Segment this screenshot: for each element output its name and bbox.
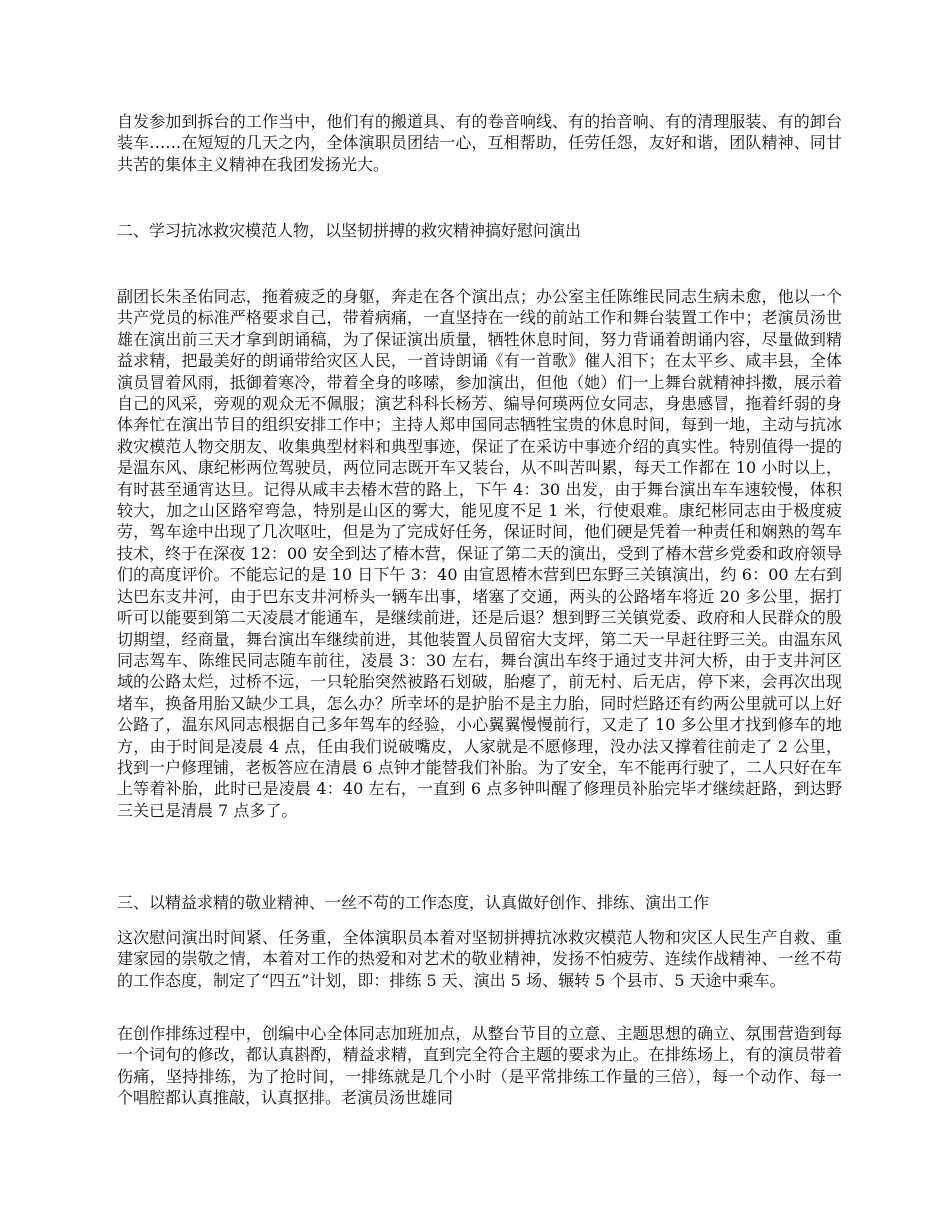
paragraph-teamwork: 自发参加到拆台的工作当中，他们有的搬道具、有的卷音响线、有的抬音响、有的清理服装、有的卸台装车……在短短的几天之内，全体演职员团结一心，互相帮助，任劳任怨，友好和谐，团队精神、同甘共苦的集体主义精神在我团发扬光大。 xyxy=(117,112,842,174)
paragraph-plan: 这次慰问演出时间紧、任务重，全体演职员本着对坚韧拼搏抗冰救灾模范人物和灾区人民生产自救、重建家园的崇敬之情，本着对工作的热爱和对艺术的敬业精神，发扬不怕疲劳、连续作战精神、一丝不苟的工作态度，制定了“四五”计划，即：排练 5 天、演出 5 场、辗转 5 个县市、5 天途中乘车。 xyxy=(117,928,842,990)
paragraph-relief-spirit: 副团长朱圣佑同志，拖着疲乏的身躯，奔走在各个演出点；办公室主任陈维民同志生病未愈，他以一个共产党员的标准严格要求自己，带着病痛，一直坚持在一线的前站工作和舞台装置工作中；老演员汤世雄在演出前三天才拿到朗诵稿，为了保证演出质量，牺牲休息时间，努力背诵着朗诵内容，尽量做到精益求精，把最美好的朗诵带给灾区人民，一首诗朗诵《有一首歌》催人泪下；在太平乡、咸丰县，全体演员冒着风雨，抵御着寒冷，带着全身的哆嗦，参加演出，但他（她）们一上舞台就精神抖擞，展示着自己的风采，旁观的观众无不佩服；演艺科科长杨芳、编导何瑛两位女同志，身患感冒，拖着纤弱的身体奔忙在演出节目的组织安排工作中；主持人郑申国同志牺牲宝贵的休息时间，每到一地，主动与抗冰救灾模范人物交朋友、收集典型材料和典型事迹，保证了在采访中事迹介绍的真实性。特别值得一提的是温东风、康纪彬两位驾驶员，两位同志既开车又装台，从不叫苦叫累，每天工作都在 10 小时以上，有时甚至通宵达旦。记得从咸丰去椿木营的路上，下午 4：30 出发，由于舞台演出车车速较慢，体积较大，加之山区路窄弯急，特别是山区的雾大，能见度不足 1 米，行使艰难。康纪彬同志由于极度疲劳，驾车途中出现了几次呕吐，但是为了完成好任务，保证时间，他们硬是凭着一种责任和娴熟的驾车技术，终于在深夜 12：00 安全到达了椿木营，保证了第二天的演出，受到了椿木营乡党委和政府领导们的高度评价。不能忘记的是 10 日下午 3：40 由宣恩椿木营到巴东野三关镇演出，约 6：00 左右到达巴东支井河，由于巴东支井河桥头一辆车出事，堵塞了交通，两头的公路堵车将近 20 多公里，据打听可以能要到第二天凌晨才能通车，是继续前进，还是后退？想到野三关镇党委、政府和人民群众的殷切期望，经商量，舞台演出车继续前进，其他装置人员留宿大支坪，第二天一早赶往野三关。由温东风同志驾车、陈维民同志随车前往，凌晨 3：30 左右，舞台演出车终于通过支井河大桥，由于支井河区域的公路太烂，过桥不远，一只轮胎突然被路石划破，胎瘪了，前无村、后无店，停下来，会再次出现堵车，换备用胎又缺少工具，怎么办？所幸坏的是护胎不是主力胎，同时烂路还有约两公里就可以上好公路了，温东风同志根据自己多年驾车的经验，小心翼翼慢慢前行，又走了 10 多公里才找到修车的地方，由于时间是凌晨 4 点，任由我们说破嘴皮，人家就是不愿修理，没办法又撑着往前走了 2 公里，找到一户修理铺，老板答应在清晨 6 点钟才能替我们补胎。为了安全，车不能再行驶了，二人只好在车上等着补胎，此时已是凌晨 4：40 左右，一直到 6 点多钟叫醒了修理员补胎完毕才继续赶路，到达野三关已是清晨 7 点多了。 xyxy=(117,287,842,820)
section-heading-3: 三、以精益求精的敬业精神、一丝不苟的工作态度，认真做好创作、排练、演出工作 xyxy=(117,893,710,912)
section-heading-2: 二、学习抗冰救灾模范人物，以坚韧拼搏的救灾精神搞好慰问演出 xyxy=(117,221,582,240)
paragraph-rehearsal: 在创作排练过程中，创编中心全体同志加班加点，从整台节目的立意、主题思想的确立、氛围营造到每一个词句的修改，都认真斟酌，精益求精，直到完全符合主题的要求为止。在排练场上，有的演员带着伤痛，坚持排练，为了抢时间，一排练就是几个小时（是平常排练工作量的三倍），每一个动作、每一个唱腔都认真推敲，认真抠排。老演员汤世雄同 xyxy=(117,1024,842,1108)
